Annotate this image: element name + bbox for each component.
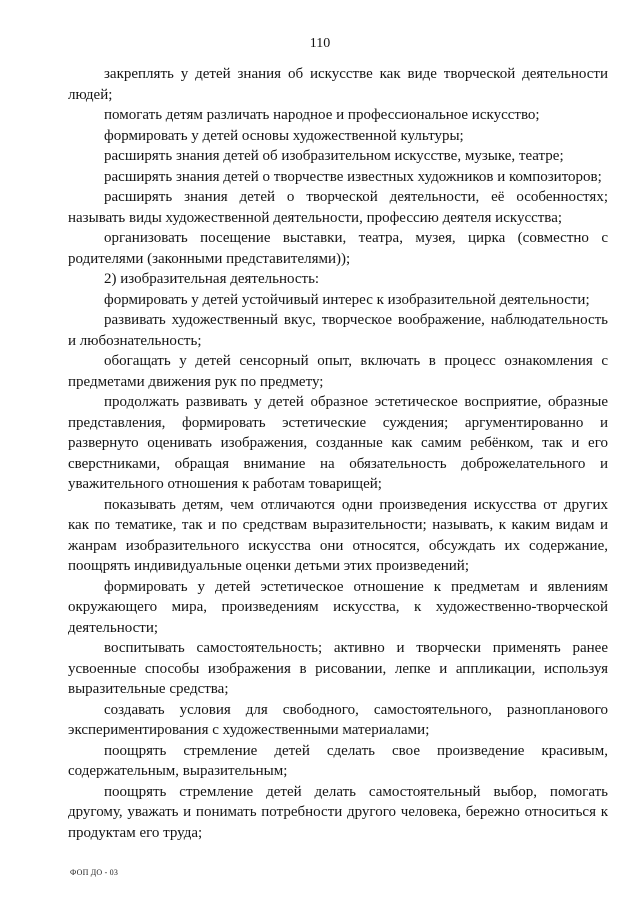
paragraph: обогащать у детей сенсорный опыт, включать в процесс ознакомления с предметами движения рук по предмету; bbox=[68, 353, 608, 390]
paragraph: формировать у детей эстетическое отношение к предметам и явлениям окружающего мира, произведениям искусства, к художественно-творческой деятельности; bbox=[68, 578, 608, 636]
section-heading: 2) изобразительная деятельность: bbox=[104, 271, 320, 287]
paragraph: воспитывать самостоятельность; активно и творчески применять ранее усвоенные способы изображения в рисовании, лепке и аппликации, используя выразительные средства; bbox=[68, 640, 608, 697]
footer-document-code: ФОП ДО - 03 bbox=[70, 868, 119, 877]
body-text bbox=[68, 64, 608, 843]
paragraph: продолжать развивать у детей образное эстетическое восприятие, образные представления, формировать эстетические суждения; аргументированно и развернуто оценивать изображения, созданные как самим ребёнком, так и его сверстниками, обращая внимание на обязательность доброжелательного и уважительного отношения к работам товарищей; bbox=[68, 394, 608, 492]
paragraph: создавать условия для свободного, самостоятельного, разнопланового экспериментирования с художественными материалами; bbox=[68, 701, 608, 738]
paragraph: развивать художественный вкус, творческое воображение, наблюдательность и любознательность; bbox=[68, 312, 608, 349]
paragraph: закреплять у детей знания об искусстве как виде творческой деятельности людей; bbox=[68, 66, 608, 103]
paragraph: организовать посещение выставки, театра, музея, цирка (совместно с родителями (законными представителями)); bbox=[68, 230, 608, 267]
paragraph: расширять знания детей об изобразительном искусстве, музыке, театре; bbox=[104, 148, 564, 164]
paragraph: поощрять стремление детей сделать свое произведение красивым, содержательным, выразительным; bbox=[68, 742, 608, 779]
paragraph: показывать детям, чем отличаются одни произведения искусства от других как по тематике, так и по средствам выразительности; называть, к каким видам и жанрам изобразительного искусства они относятся, обсуждать их содержание, поощрять индивидуальные оценки детьми этих произведений; bbox=[68, 496, 608, 574]
paragraph: расширять знания детей о творчестве известных художников и композиторов; bbox=[104, 168, 602, 185]
paragraph: поощрять стремление детей делать самостоятельный выбор, помогать другому, уважать и понимать потребности другого человека, бережно относиться к продуктам его труда; bbox=[68, 783, 608, 841]
paragraph: формировать у детей основы художественной культуры; bbox=[104, 127, 464, 144]
paragraph: расширять знания детей о творческой деятельности, её особенностях; называть виды художественной деятельности, профессию деятеля искусства; bbox=[68, 189, 608, 226]
paragraph: формировать у детей устойчивый интерес к изобразительной деятельности; bbox=[104, 291, 590, 308]
page-number: 110 bbox=[309, 36, 331, 51]
paragraph: помогать детям различать народное и профессиональное искусство; bbox=[104, 107, 540, 123]
